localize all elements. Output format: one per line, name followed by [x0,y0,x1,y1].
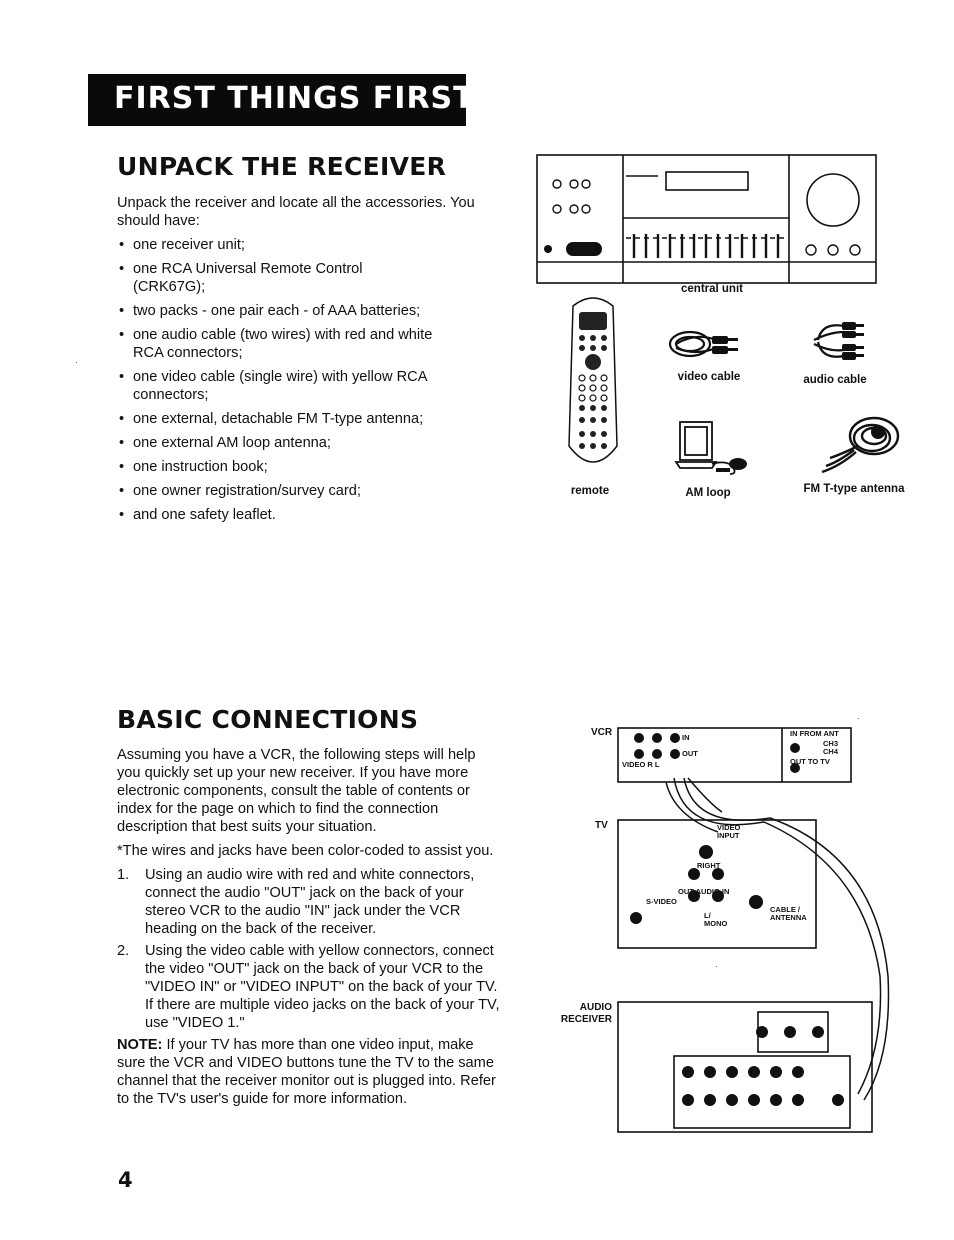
video-input-label: VIDEO INPUT [717,823,741,840]
list-item: • one audio cable (two wires) with red and white RCA connectors; [117,326,502,362]
ch3-ch4-label: CH3 CH4 [823,739,839,756]
list-item: • one external, detachable FM T-type antenna; [117,410,502,428]
list-item: • one RCA Universal Remote Control (CRK67G); [117,260,502,296]
am-loop-illustration [672,418,752,478]
list-item: • two packs - one pair each - of AAA batteries; [117,302,502,320]
unpack-body [117,194,502,530]
list-item: • and one safety leaflet. [117,506,502,524]
audio-cable-illustration [810,318,870,364]
fm-antenna-illustration [812,410,902,480]
list-item: • one receiver unit; [117,236,502,254]
tv-input-note [117,1036,502,1108]
remote-caption: remote [570,485,610,497]
note-label: NOTE: [117,1037,163,1053]
list-item: • one instruction book; [117,458,502,476]
section-banner [88,74,475,126]
audio-cable-wire-1 [674,778,881,1094]
connection-steps [117,866,502,1032]
vcr-in-label: IN [682,733,690,742]
step-number: 2. [117,943,130,959]
list-item: • one owner registration/survey card; [117,482,502,500]
fm-antenna-caption: FM T-type antenna [803,483,905,495]
basic-body [117,746,502,1114]
banner-title: FIRST THINGS FIRST [114,81,475,116]
s-video-label: S-VIDEO [646,897,677,906]
list-item: • one video cable (single wire) with yellow RCA connectors; [117,368,502,404]
l-mono-label: L/ MONO [704,911,728,928]
receiver-box [618,1002,872,1132]
am-loop-caption: AM loop [685,487,731,499]
page-number: 4 [118,1168,133,1192]
right-label: RIGHT [697,861,721,870]
list-item [117,866,502,938]
connection-diagram [614,726,890,1136]
audio-receiver-label: AUDIO RECEIVER [560,1002,612,1025]
basic-connections-heading: BASIC CONNECTIONS [117,705,419,734]
vcr-video-rl-label: VIDEO R L [622,760,660,769]
step-text: Using an audio wire with red and white connectors, connect the audio "OUT" jack on the back of your stereo VCR to the audio "IN" jack under the VCR heading on the back of the receiver. [145,867,475,937]
list-item: • one external AM loop antenna; [117,434,502,452]
video-cable-caption: video cable [677,371,741,383]
video-cable-illustration [666,326,746,362]
vcr-label: VCR [591,727,613,738]
step-text: Using the video cable with yellow connectors, connect the video "OUT" jack on the back of your VCR to the "VIDEO IN" or "VIDEO INPUT" on the back of your TV. If there are multiple video jacks on the back of your TV, use "VIDEO 1." [145,943,500,1031]
unpack-intro: Unpack the receiver and locate all the accessories. You should have: [117,195,475,229]
print-mark [76,362,77,363]
out-to-tv-label: OUT TO TV [790,757,830,766]
in-from-ant-label: IN FROM ANT [790,729,839,738]
central-unit-illustration [536,154,878,286]
step-number: 1. [117,867,130,883]
vcr-out-label: OUT [682,749,698,758]
basic-intro: Assuming you have a VCR, the following steps will help you quickly set up your new receiver. If you have more electronic components, consult the table of contents or index for the page on which to find the connection description that best suits your situation. [117,747,476,835]
central-unit-caption: central unit [681,283,743,295]
out-audio-in-label: OUT AUDIO IN [678,887,730,896]
cable-antenna-label: CABLE / ANTENNA [770,905,807,922]
print-mark [716,966,717,967]
remote-illustration [565,296,621,470]
video-cable-wire [666,782,718,832]
accessory-list [117,236,502,524]
audio-cable-caption: audio cable [803,374,867,386]
wires-note: *The wires and jacks have been color-coded to assist you. [117,843,494,859]
unpack-heading: UNPACK THE RECEIVER [117,152,447,181]
tv-label: TV [595,820,608,831]
list-item [117,942,502,1032]
note-text: If your TV has more than one video input, make sure the VCR and VIDEO buttons tune the TV to the same channel that the receiver monitor out is plugged into. Refer to the TV's user's guide for more information. [117,1037,496,1107]
print-mark [858,718,859,719]
